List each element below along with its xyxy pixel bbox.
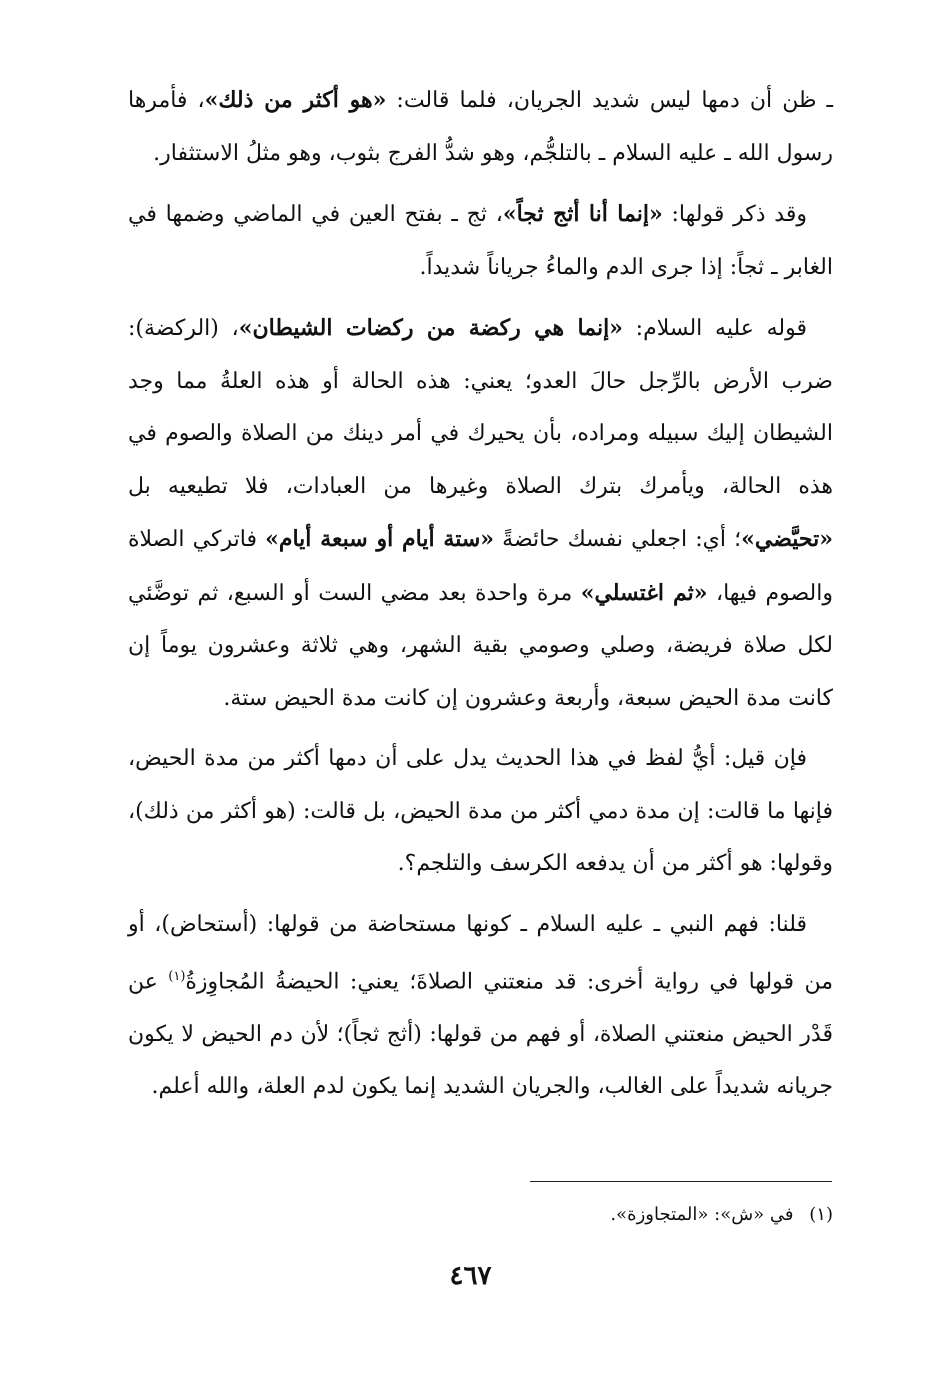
- paragraph: [128, 188, 833, 294]
- bold-quote: «إنما هي ركضة من ركضات الشيطان»: [238, 315, 623, 341]
- text-run: مرة واحدة بعد مضي الست أو السبع، ثم توضَّئي لكل صلاة فريضة، وصلي وصومي بقية الشهر، وهي ثلاثة وعشرون يوماً إن كانت مدة الحيض سبعة، وأربعة وعشرون إن كانت مدة الحيض ستة.: [128, 580, 833, 711]
- paragraph: [128, 899, 833, 1114]
- bold-quote: «تحيَّضي»: [741, 526, 833, 552]
- footnote-text: في «ش»: «المتجاوزة».: [610, 1204, 794, 1225]
- text-run: فإن قيل: أيُّ لفظ في هذا الحديث يدل على أن دمها أكثر من مدة الحيض، فإنها ما قالت: إن مدة دمي أكثر من مدة الحيض، بل قالت: (هو أكثر من ذلك)، وقولها: هو أكثر من أن يدفعه الكرسف والتلجم؟.: [128, 746, 833, 876]
- bold-quote: «هو أكثر من ذلك»: [204, 87, 387, 113]
- text-run: ، فأمرها رسول الله ـ عليه السلام ـ بالتلجُّم، وهو شدُّ الفرج بثوب، وهو مثلُ الاستثفار.: [128, 88, 833, 166]
- text-run: فاتركي الصلاة والصوم فيها،: [128, 527, 833, 606]
- bold-quote: «ستة أيام أو سبعة أيام»: [265, 526, 495, 552]
- bold-quote: «ثم اغتسلي»: [580, 579, 708, 606]
- text-run: ، (الركضة): ضرب الأرض بالرِّجل حالَ العدو؛ يعني: هذه الحالة أو هذه العلةُ مما وجد الشيطان إليك سبيله ومراده، بأن يحيرك في أمر دينك من الصلاة والصوم في هذه الحالة، ويأمرك بترك الصلاة وغيرها من العبادات، فلا تطيعيه بل: [128, 316, 833, 499]
- paragraph: [128, 302, 833, 725]
- paragraph: [128, 74, 833, 180]
- footnote-separator: [530, 1181, 832, 1182]
- text-run: قوله عليه السلام:: [622, 316, 807, 341]
- page-number: ٤٦٧: [449, 1261, 492, 1291]
- main-text: [128, 74, 833, 1122]
- text-run: عن قَدْر الحيض منعتني الصلاة، أو فهم من قولها: (أثج ثجاً)؛ لأن دم الحيض لا يكون جريانه شديداً على الغالب، والجريان الشديد إنما يكون لدم العلة، والله أعلم.: [128, 969, 833, 1100]
- footnote: [128, 1198, 833, 1232]
- footnote-marker: (١): [168, 969, 186, 984]
- text-run: وقد ذكر قولها:: [662, 202, 807, 227]
- bold-quote: «إنما أنا أثج ثجاً»: [502, 201, 663, 227]
- text-run: قلنا: فهم النبي ـ عليه السلام ـ كونها مستحاضة من قولها: (أستحاض)، أو من قولها في رواية أخرى: قد منعتني الصلاةَ؛ يعني: الحيضةُ المُجاوِزةُ: [128, 911, 833, 995]
- paragraph: [128, 733, 833, 891]
- footnote-number: (١): [809, 1204, 833, 1225]
- text-run: ، ثج ـ بفتح العين في الماضي وضمها في الغابر ـ ثجاً: إذا جرى الدم والماءُ جرياناً شديداً.: [128, 202, 833, 280]
- text-run: ؛ أي: اجعلي نفسك حائضةً: [494, 527, 742, 552]
- text-run: ـ ظن أن دمها ليس شديد الجريان، فلما قالت:: [386, 88, 833, 113]
